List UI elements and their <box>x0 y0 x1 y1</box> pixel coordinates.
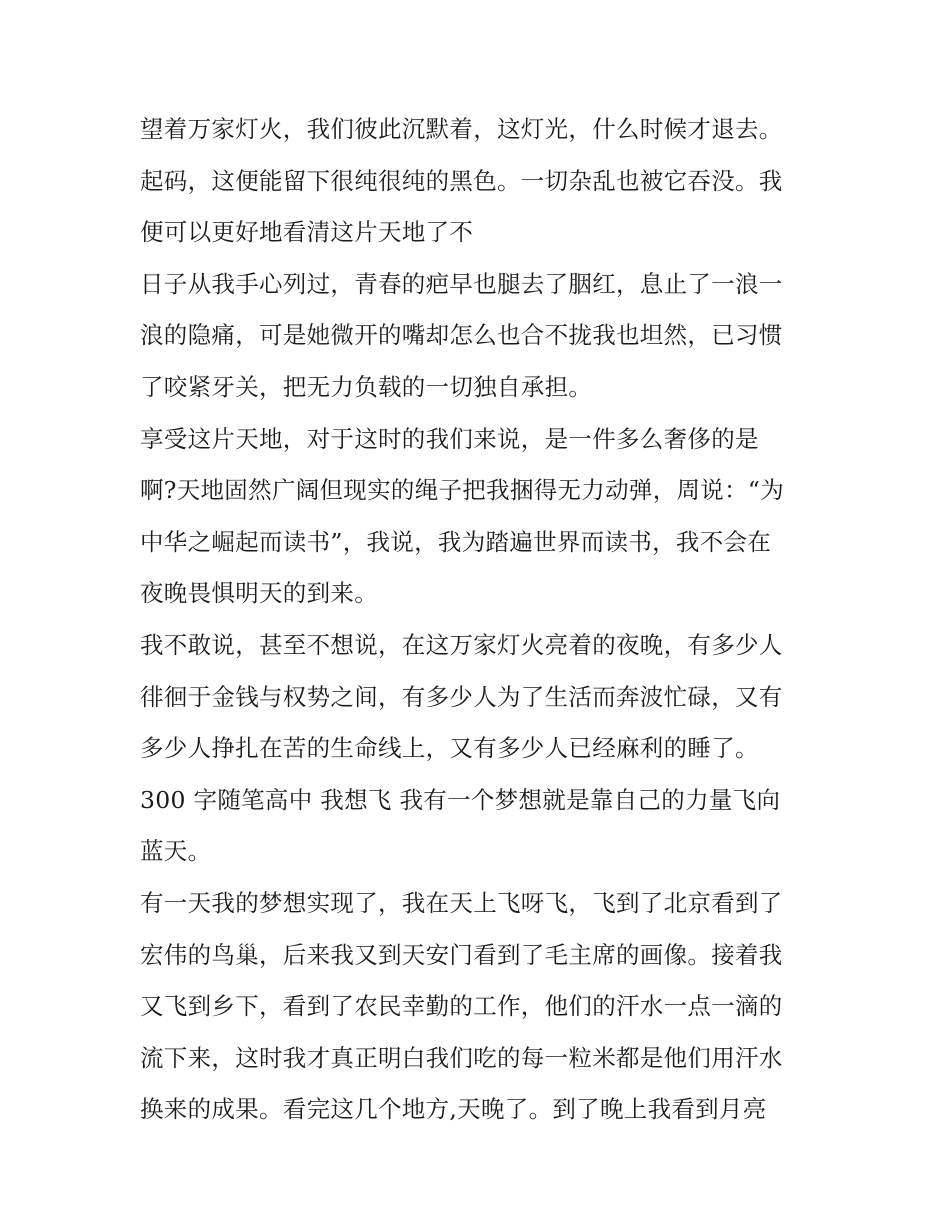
text-line: 300 字随笔高中 我想飞 我有一个梦想就是靠自己的力量飞向 <box>140 785 781 814</box>
text-line: 起码，这便能留下很纯很纯的黑色。一切杂乱也被它吞没。我 <box>140 166 783 195</box>
text-line: 享受这片天地，对于这时的我们来说，是一件多么奢侈的是 <box>140 424 759 453</box>
text-line: 宏伟的鸟巢，后来我又到天安门看到了毛主席的画像。接着我 <box>140 940 783 969</box>
text-line: 中华之崛起而读书”，我说，我为踏遍世界而读书，我不会在 <box>140 527 772 556</box>
text-line: 浪的隐痛，可是她微开的嘴却怎么也合不拢我也坦然，已习惯 <box>140 321 783 350</box>
text-line: 又飞到乡下，看到了农民幸勤的工作，他们的汗水一点一滴的 <box>140 992 783 1021</box>
body-text <box>140 104 820 1136</box>
text-line: 有一天我的梦想实现了，我在天上飞呀飞，飞到了北京看到了 <box>140 888 783 917</box>
text-line: 蓝天。 <box>140 837 212 866</box>
text-line: 流下来，这时我才真正明白我们吃的每一粒米都是他们用汗水 <box>140 1043 783 1072</box>
text-line: 了咬紧牙关，把无力负载的一切独自承担。 <box>140 372 593 401</box>
text-line: 日子从我手心列过，青春的疤早也腿去了胭红，息止了一浪一 <box>140 269 783 298</box>
text-line: 望着万家灯火，我们彼此沉默着，这灯光，什么时候才退去。 <box>140 115 783 143</box>
text-line: 我不敢说，甚至不想说，在这万家灯火亮着的夜晚，有多少人 <box>140 630 783 659</box>
text-line: 夜晚畏惧明天的到来。 <box>140 579 378 608</box>
text-line: 多少人挣扎在苦的生命线上，又有多少人已经麻利的睡了。 <box>140 734 759 763</box>
text-line: 啊?天地固然广阔但现实的绳子把我捆得无力动弹，周说：“为 <box>140 476 785 505</box>
text-line: 便可以更好地看清这片天地了不 <box>140 218 474 247</box>
text-line: 徘徊于金钱与权势之间，有多少人为了生活而奔波忙碌，又有 <box>140 682 783 711</box>
text-line: 换来的成果。看完这几个地方,天晚了。到了晚上我看到月亮 <box>140 1095 767 1124</box>
